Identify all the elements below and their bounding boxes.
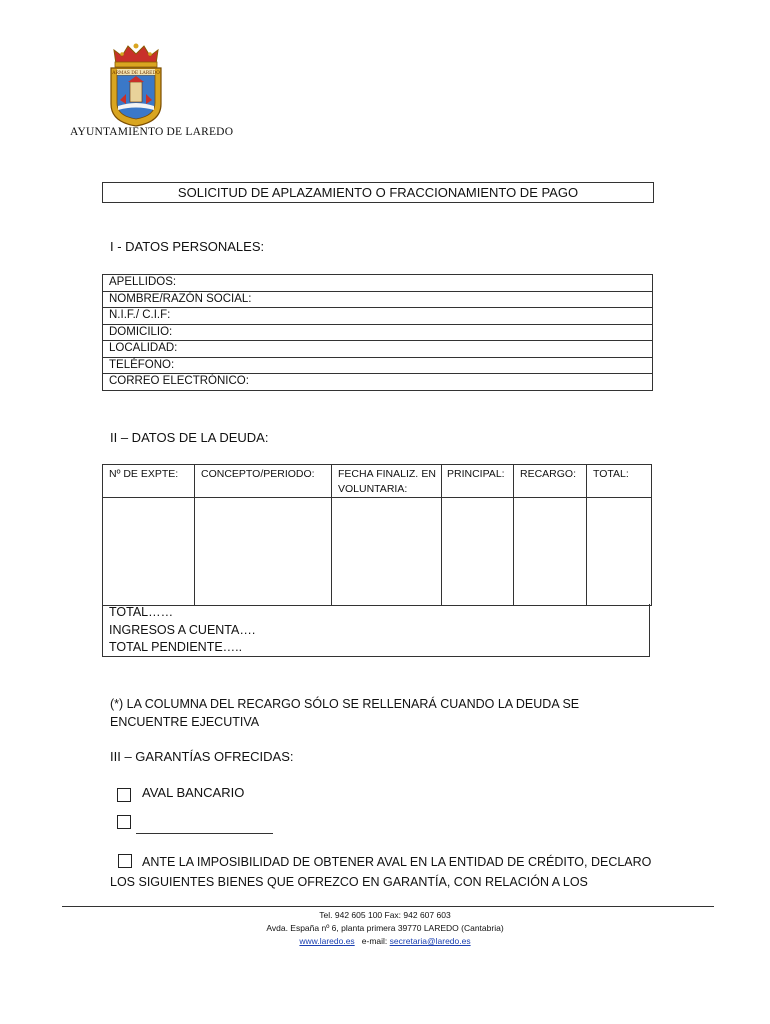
bienes-text: ANTE LA IMPOSIBILIDAD DE OBTENER AVAL EN LA ENTIDAD DE CRÉDITO, DECLARO LOS SIGUIENTES BIENES QUE OFREZCO EN GARANTÍA, CON RELACIÓN A LOS bbox=[110, 855, 652, 889]
section-personal-heading: I - DATOS PERSONALES: bbox=[110, 239, 265, 254]
email-link[interactable]: secretaria@laredo.es bbox=[389, 936, 471, 946]
footer-phone: Tel. 942 605 100 Fax: 942 607 603 bbox=[319, 910, 451, 920]
col-recargo: RECARGO: bbox=[520, 468, 577, 480]
aval-checkbox[interactable] bbox=[117, 788, 131, 802]
col-expediente: Nº DE EXPTE: bbox=[109, 468, 179, 480]
other-guarantee-field[interactable] bbox=[136, 833, 273, 834]
field-localidad[interactable]: LOCALIDAD: bbox=[103, 341, 653, 358]
col-concepto: CONCEPTO/PERIODO: bbox=[201, 468, 315, 480]
field-correo[interactable]: CORREO ELECTRÓNICO: bbox=[103, 374, 653, 391]
ingresos-line: INGRESOS A CUENTA…. bbox=[109, 622, 256, 637]
section-debt-heading: II – DATOS DE LA DEUDA: bbox=[110, 430, 269, 445]
website-link[interactable]: www.laredo.es bbox=[299, 936, 355, 946]
field-nif[interactable]: N.I.F./ C.I.F: bbox=[103, 308, 653, 325]
footer-contact bbox=[0, 935, 770, 947]
organization-name: AYUNTAMIENTO DE LAREDO bbox=[70, 126, 234, 138]
footer-address: Avda. España nº 6, planta primera 39770 LAREDO (Cantabria) bbox=[266, 923, 504, 933]
coat-of-arms-icon bbox=[106, 42, 166, 128]
email-label: e-mail: bbox=[361, 936, 388, 946]
personal-data-table bbox=[102, 274, 653, 391]
debt-totals bbox=[102, 604, 650, 657]
pendiente-line: TOTAL PENDIENTE….. bbox=[109, 640, 243, 654]
debt-table bbox=[102, 464, 652, 606]
aval-label: AVAL BANCARIO bbox=[142, 785, 245, 800]
section-guarantees-heading: III – GARANTÍAS OFRECIDAS: bbox=[110, 749, 294, 764]
field-domicilio[interactable]: DOMICILIO: bbox=[103, 324, 653, 341]
total-line: TOTAL…… bbox=[109, 605, 174, 619]
svg-text:ARMAS DE LAREDO: ARMAS DE LAREDO bbox=[112, 71, 160, 76]
recargo-note: (*) LA COLUMNA DEL RECARGO SÓLO SE RELLENARÁ CUANDO LA DEUDA SE ENCUENTRE EJECUTIVA bbox=[110, 697, 580, 729]
form-title: SOLICITUD DE APLAZAMIENTO O FRACCIONAMIENTO DE PAGO bbox=[102, 182, 654, 203]
other-guarantee-checkbox[interactable] bbox=[117, 815, 131, 829]
col-principal: PRINCIPAL: bbox=[447, 468, 505, 480]
col-total: TOTAL: bbox=[593, 468, 629, 480]
col-fecha: FECHA FINALIZ. EN VOLUNTARIA: bbox=[338, 468, 436, 495]
field-apellidos[interactable]: APELLIDOS: bbox=[103, 275, 653, 292]
field-nombre[interactable]: NOMBRE/RAZÓN SOCIAL: bbox=[103, 291, 653, 308]
field-telefono[interactable]: TELÉFONO: bbox=[103, 357, 653, 374]
footer-divider bbox=[62, 906, 714, 907]
